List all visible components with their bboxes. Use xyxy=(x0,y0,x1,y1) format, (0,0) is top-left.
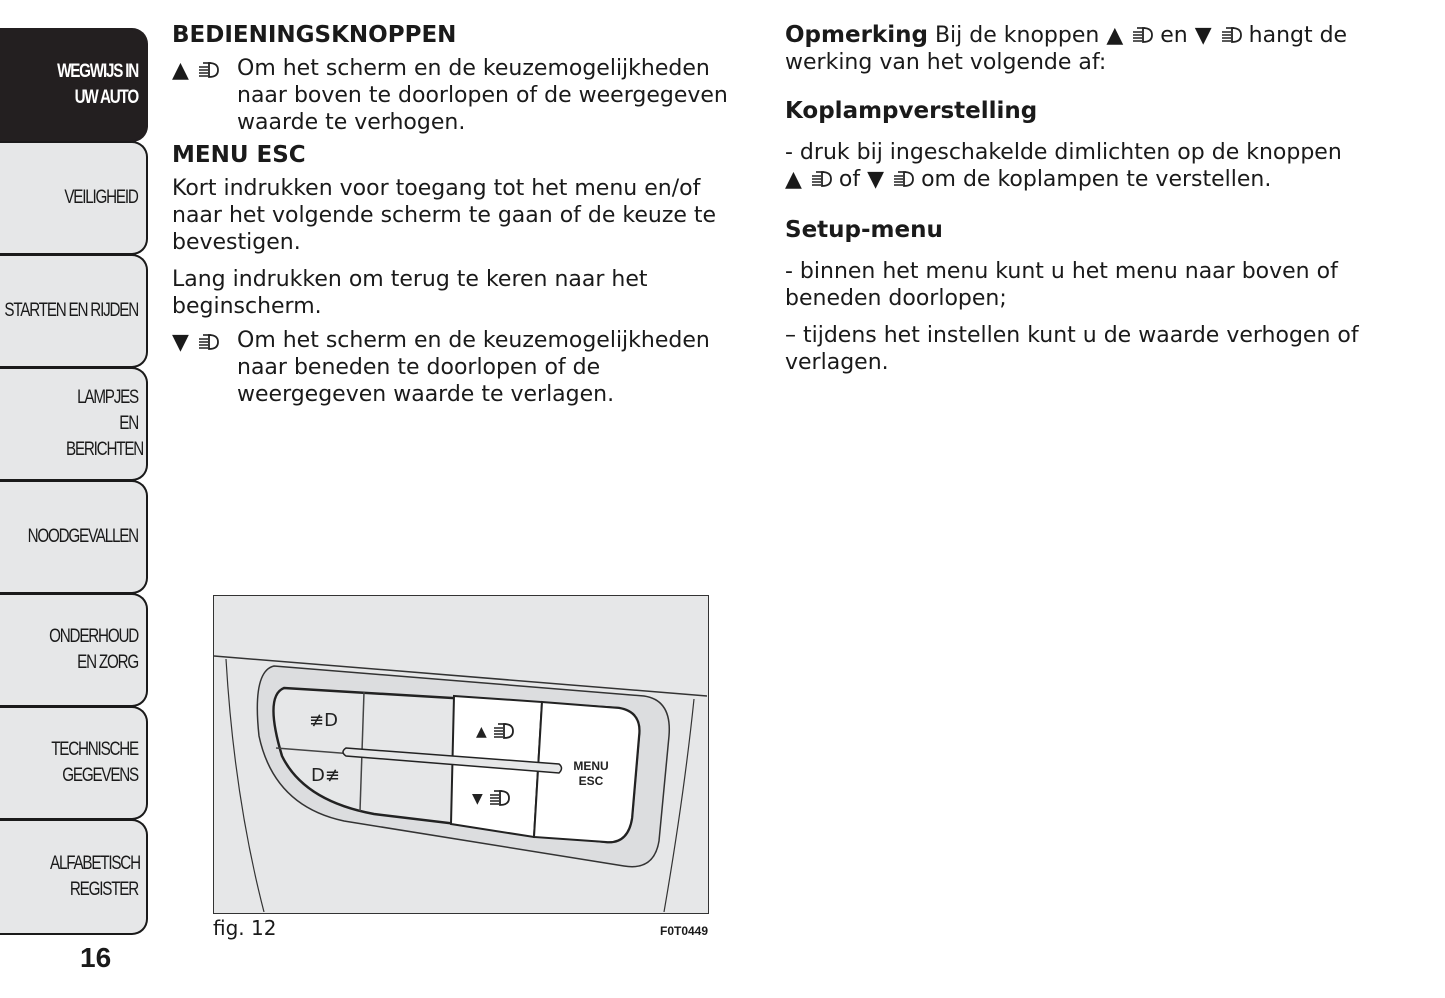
figure-control-buttons xyxy=(213,595,709,914)
tab-wegwijs[interactable] xyxy=(0,28,148,142)
note-text: hangt de werking van het volgende af: xyxy=(785,23,1348,75)
figure-code: F0T0449 xyxy=(660,924,709,938)
tab-label: STARTEN EN RIJDEN xyxy=(4,300,138,321)
svg-text:▼: ▼ xyxy=(472,791,483,807)
figure-caption: fig. 12 xyxy=(213,916,277,940)
tab-noodgevallen[interactable] xyxy=(0,480,148,594)
setup-text-1: - binnen het menu kunt u het menu naar boven of beneden doorlopen; xyxy=(785,259,1338,311)
note-text: Bij de knoppen xyxy=(934,23,1100,48)
headlamp-up-icon: ▲ xyxy=(785,167,832,192)
headlamp-down-icon: ▼ xyxy=(1195,23,1242,48)
up-text: Om het scherm en de keuzemogelijkheden naar boven te doorlopen of de weergegeven waarde te verhogen. xyxy=(237,56,728,135)
svg-text:≢D: ≢D xyxy=(309,710,338,731)
heading-koplampverstelling: Koplampverstelling xyxy=(785,98,1038,124)
left-column xyxy=(172,22,747,408)
tab-label: VEILIGHEID xyxy=(64,187,138,208)
headlamp-up-icon: ▲ xyxy=(1106,23,1153,48)
esc-label: ESC xyxy=(578,774,604,788)
right-column xyxy=(785,22,1365,376)
headlamp-down-icon: ▼ xyxy=(172,327,237,408)
tab-starten[interactable] xyxy=(0,254,148,368)
heading-menu-esc: MENU ESC xyxy=(172,142,306,168)
headlamp-down-icon: ▼ xyxy=(867,167,914,192)
tab-label: TECHNISCHE GEGEVENS xyxy=(51,739,138,786)
tab-technische[interactable] xyxy=(0,706,148,820)
note-paragraph xyxy=(785,22,1365,76)
tab-register[interactable] xyxy=(0,819,148,935)
menu-short-text: Kort indrukken voor toegang tot het menu en/of naar het volgende scherm te gaan of de keuze te bevestigen. xyxy=(172,176,717,255)
up-button-item xyxy=(172,55,747,136)
svg-text:▲: ▲ xyxy=(476,724,487,740)
tab-label: NOODGEVALLEN xyxy=(27,526,138,547)
tab-label: ALFABETISCH REGISTER xyxy=(50,853,140,900)
tab-onderhoud[interactable] xyxy=(0,593,148,707)
page-number: 16 xyxy=(80,942,112,973)
menu-label: MENU xyxy=(573,759,609,773)
text: of xyxy=(838,167,861,192)
tab-lampjes[interactable] xyxy=(0,367,148,481)
note-text: en xyxy=(1160,23,1188,48)
heading-bedieningsknoppen: BEDIENINGSKNOPPEN xyxy=(172,22,457,48)
text: - druk bij ingeschakelde dimlichten op de knoppen xyxy=(785,140,1342,165)
text: om de koplampen te verstellen. xyxy=(921,167,1272,192)
tab-label: ONDERHOUD EN ZORG xyxy=(49,626,138,673)
headlamp-up-icon: ▲ xyxy=(172,55,237,136)
down-button-item xyxy=(172,327,747,408)
tab-label: WEGWIJS IN UW AUTO xyxy=(57,61,138,108)
note-label: Opmerking xyxy=(785,22,928,48)
svg-text:D≢: D≢ xyxy=(311,765,340,786)
heading-setup-menu: Setup-menu xyxy=(785,217,943,243)
down-text: Om het scherm en de keuzemogelijkheden naar beneden te doorlopen of de weergegeven waarde te verlagen. xyxy=(237,328,710,407)
koplamp-text xyxy=(785,139,1365,193)
menu-long-text: Lang indrukken om terug te keren naar het beginscherm. xyxy=(172,267,648,319)
tab-veiligheid[interactable] xyxy=(0,141,148,255)
tab-label: LAMPJES EN BERICHTEN xyxy=(66,387,144,460)
setup-text-2: – tijdens het instellen kunt u de waarde verhogen of verlagen. xyxy=(785,323,1359,375)
